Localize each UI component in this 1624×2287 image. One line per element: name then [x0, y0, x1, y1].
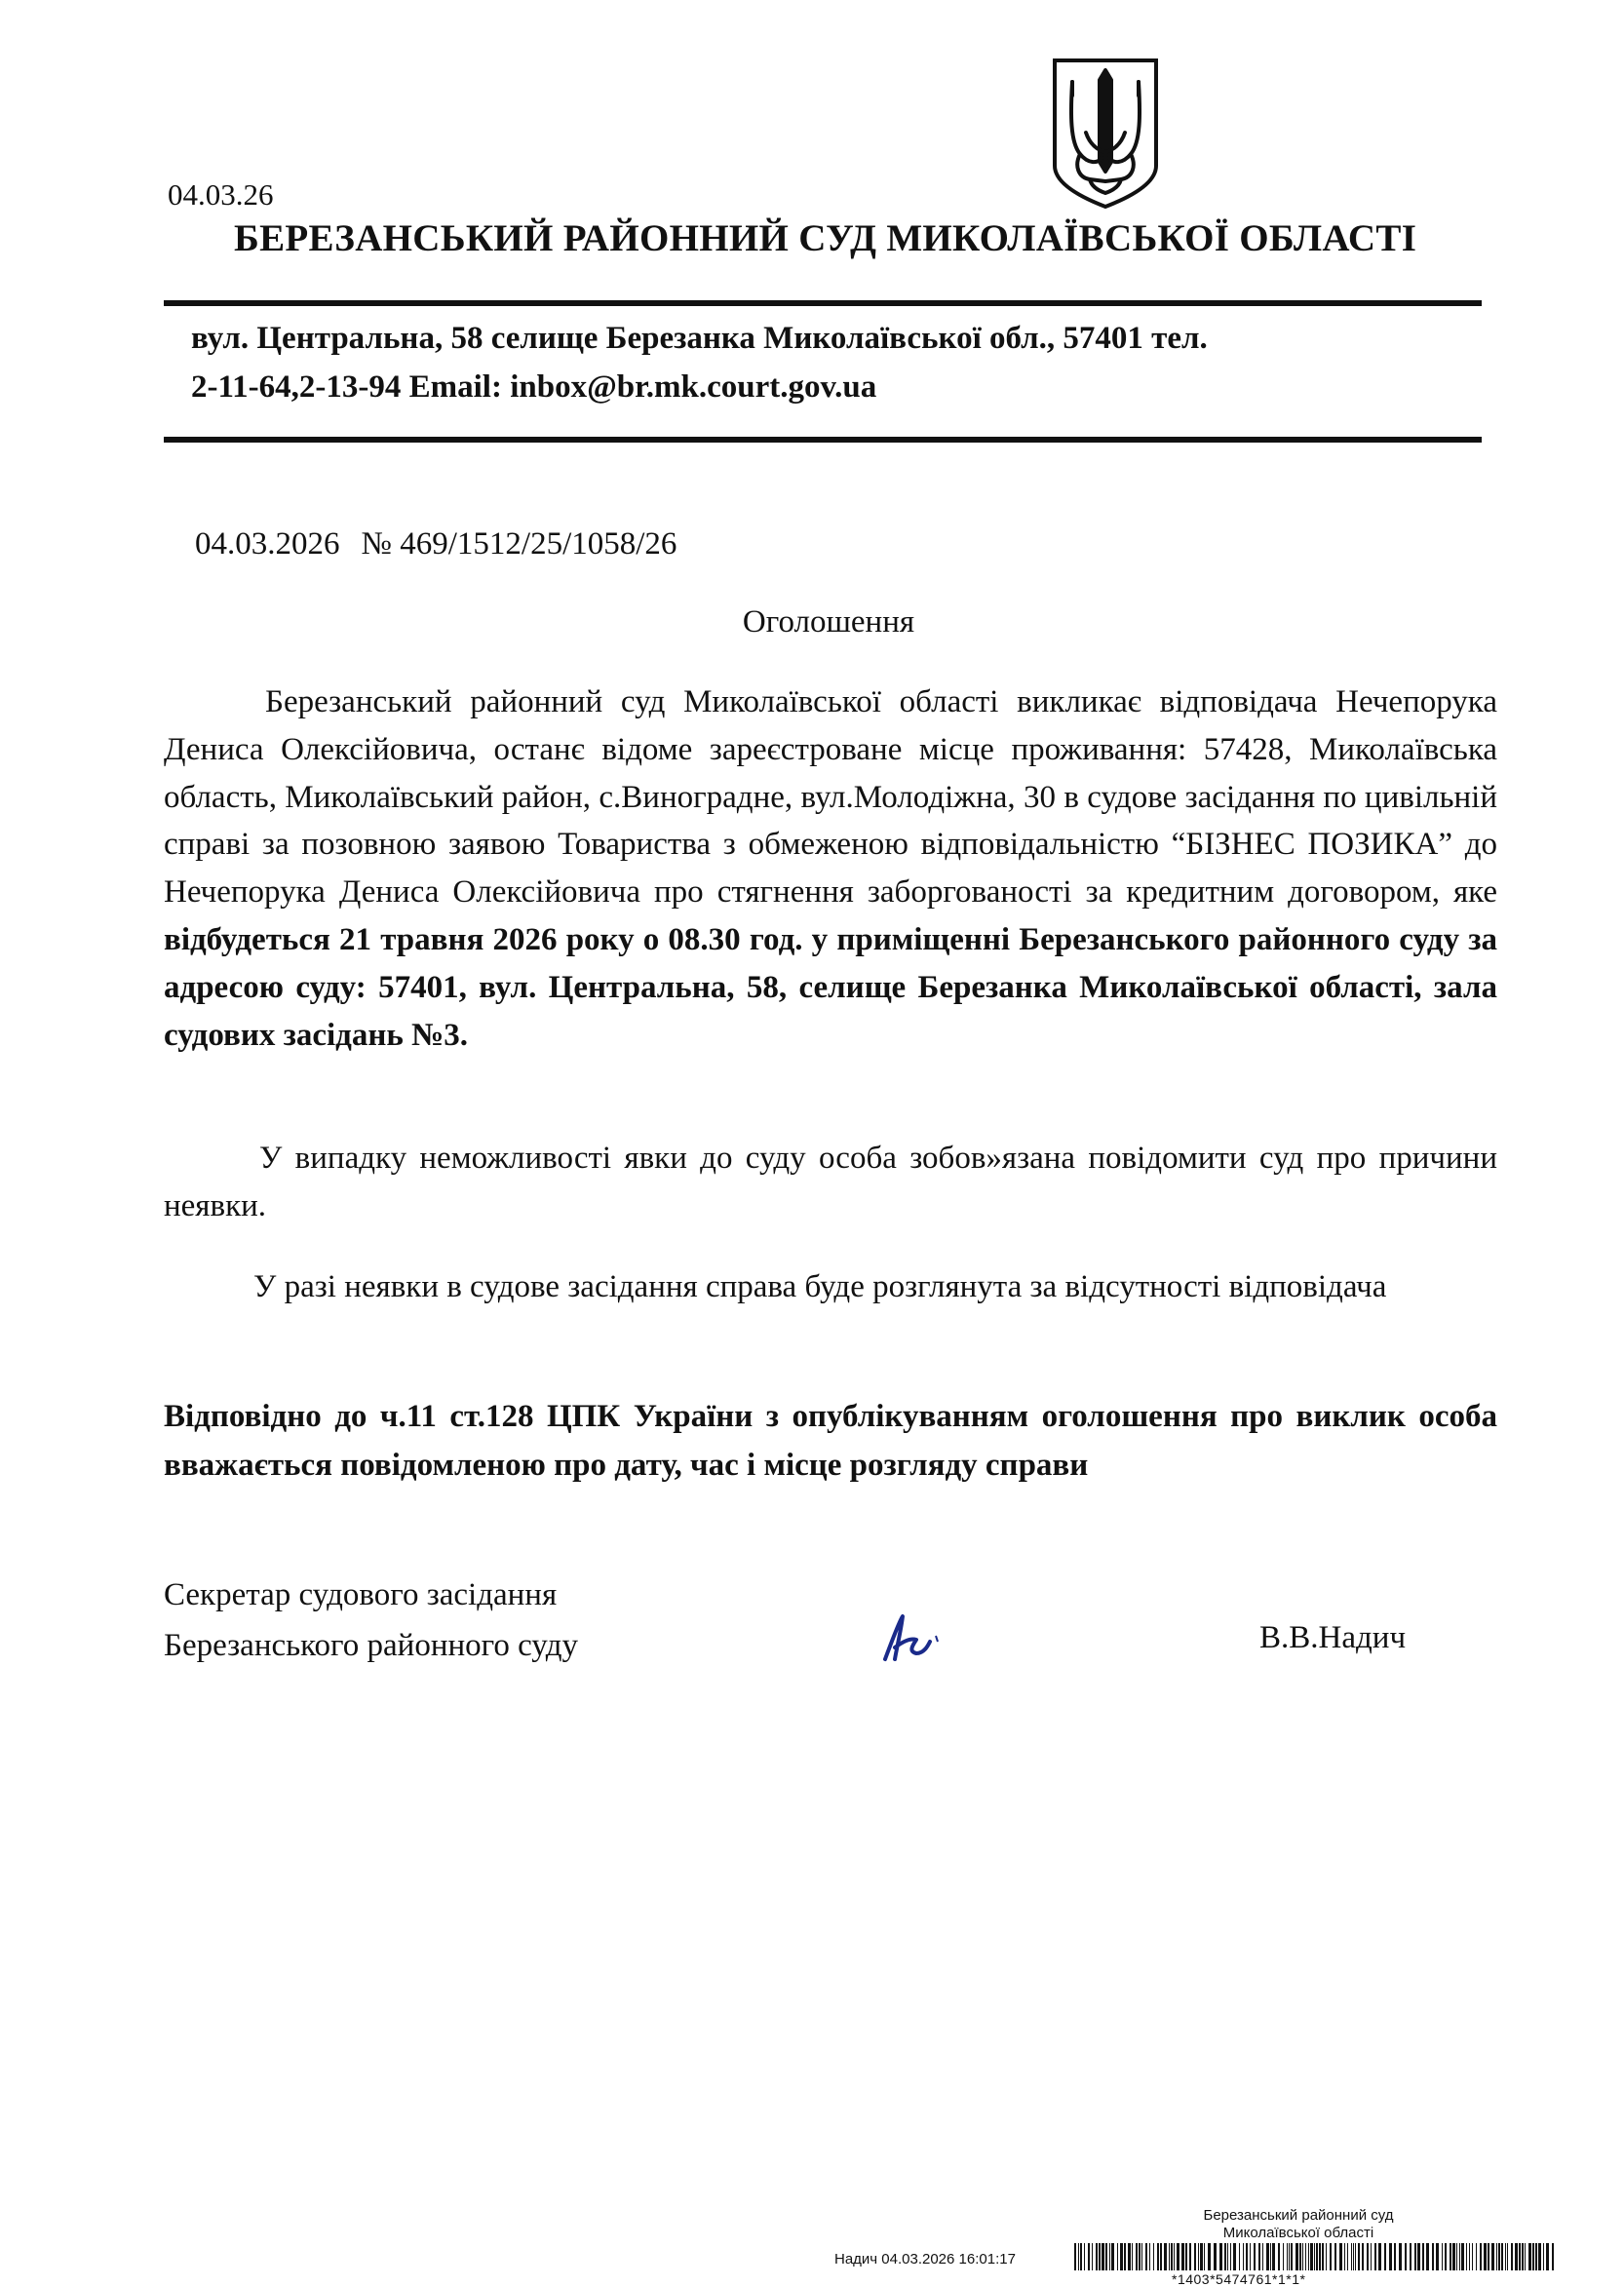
barcode-bar — [1194, 2243, 1196, 2270]
barcode-bar — [1472, 2243, 1473, 2270]
barcode-bar — [1092, 2243, 1093, 2270]
barcode-bar — [1339, 2243, 1342, 2270]
barcode-bar — [1347, 2243, 1348, 2270]
barcode-bar — [1525, 2243, 1526, 2270]
barcode-bar — [1198, 2243, 1199, 2270]
barcode-bar — [1299, 2243, 1301, 2270]
barcode-bar — [1239, 2243, 1240, 2270]
hearing-details: відбудеться 21 травня 2026 року о 08.30 год. у приміщенні Березанського районного суду за адресою суду: 57401, вул. Центральна, 58, селище Березанка Миколаївської області, зала судових засідань №3. — [164, 921, 1497, 1053]
barcode-bar — [1535, 2243, 1537, 2270]
barcode-bar — [1378, 2243, 1381, 2270]
barcode-bar — [1153, 2243, 1154, 2270]
barcode-bar — [1177, 2243, 1179, 2270]
barcode-bar — [1246, 2243, 1248, 2270]
barcode-bar — [1538, 2243, 1541, 2270]
barcode-bar — [1111, 2243, 1114, 2270]
barcode-bar — [1250, 2243, 1251, 2270]
barcode-bar — [1326, 2243, 1327, 2270]
barcode-bar — [1128, 2243, 1131, 2270]
barcode-bar — [1552, 2243, 1554, 2270]
barcode-bar — [1283, 2243, 1284, 2270]
barcode-bar — [1084, 2243, 1085, 2270]
barcode-bar — [1185, 2243, 1187, 2270]
header-date: 04.03.26 — [168, 177, 274, 212]
barcode-bar — [1374, 2243, 1376, 2270]
barcode-bar — [1149, 2243, 1150, 2270]
barcode-bar — [1096, 2243, 1098, 2270]
barcode-bar — [1227, 2243, 1228, 2270]
barcode-bar — [1169, 2243, 1170, 2270]
barcode-bar — [1200, 2243, 1203, 2270]
signatory-position-line-2: Березанського районного суду — [164, 1628, 579, 1663]
barcode-bar — [1442, 2243, 1443, 2270]
barcode-bar — [1189, 2243, 1191, 2270]
barcode-bar — [1410, 2243, 1411, 2270]
signatory-position — [164, 1570, 578, 1671]
barcode-bar — [1450, 2243, 1451, 2270]
barcode-bar — [1136, 2243, 1138, 2270]
coat-of-arms-icon — [1051, 57, 1160, 211]
barcode-bar — [1080, 2243, 1082, 2270]
barcode-bar — [1278, 2243, 1280, 2270]
barcode-bar — [1507, 2243, 1508, 2270]
bottom-divider — [164, 437, 1482, 443]
barcode-bar — [1355, 2243, 1356, 2270]
barcode-bar — [1436, 2243, 1439, 2270]
signatory-position-line-1: Секретар судового засідання — [164, 1577, 558, 1612]
barcode-bar — [1322, 2243, 1324, 2270]
barcode-bar — [1289, 2243, 1290, 2270]
barcode-bar — [1302, 2243, 1303, 2270]
barcode-bar — [1546, 2243, 1549, 2270]
barcode-bar — [1308, 2243, 1309, 2270]
absence-notice-paragraph: У випадку неможливості явки до суду особа зобов»язана повідомити суд про причини неявки. — [164, 1141, 1497, 1223]
signatory-name: В.В.Надич — [1259, 1620, 1407, 1655]
barcode-bar — [1208, 2243, 1211, 2270]
barcode-bar — [1522, 2243, 1524, 2270]
barcode-bar — [1532, 2243, 1534, 2270]
barcode-bar — [1132, 2243, 1133, 2270]
barcode-bar — [1120, 2243, 1123, 2270]
barcode-bar — [1157, 2243, 1159, 2270]
registration-number: № 469/1512/25/1058/26 — [361, 526, 677, 562]
registration-date: 04.03.2026 — [195, 526, 340, 562]
barcode-bar — [1319, 2243, 1321, 2270]
court-title: БЕРЕЗАНСЬКИЙ РАЙОННИЙ СУД МИКОЛАЇВСЬКОЇ ОБЛАСТІ — [234, 217, 1417, 259]
barcode-bar — [1160, 2243, 1162, 2270]
barcode-bar — [1362, 2243, 1364, 2270]
top-divider — [164, 300, 1482, 306]
summons-text: Березанський районний суд Миколаївської області викликає відповідача Нечепорука Дениса Олексійовича, останє відоме зареєстроване місце проживання: 57428, Миколаївська область, Миколаївський район, с.Виноградне, вул.Молодіжна, 30 в судове засідання по цивільній справі за позовною заявою Товариства з обмеженою відповідальністю “БІЗНЕС ПОЗИКА” до Нечепорука Дениса Олексійовича про стягнення заборгованості за кредитним договором, яке — [164, 684, 1497, 911]
barcode-bar — [1266, 2243, 1269, 2270]
address-line-2: 2-11-64,2-13-94 Email: inbox@br.mk.court.gov.ua — [191, 369, 877, 405]
barcode-bar — [1295, 2243, 1298, 2270]
barcode-bar — [1334, 2243, 1336, 2270]
barcode-bar — [1074, 2243, 1076, 2270]
barcode-bar — [1314, 2243, 1315, 2270]
legal-basis-paragraph: Відповідно до ч.11 ст.128 ЦПК України з опублікуванням оголошення про виклик особа вважається повідомленою про дату, час і місце розгляду справи — [164, 1399, 1497, 1483]
barcode-bar — [1367, 2243, 1369, 2270]
barcode-bar — [1426, 2243, 1429, 2270]
barcode-bar — [1405, 2243, 1407, 2270]
barcode-bar — [1243, 2243, 1244, 2270]
barcode-bar — [1459, 2243, 1460, 2270]
barcode-bar — [1461, 2243, 1464, 2270]
barcode-bar — [1358, 2243, 1360, 2270]
barcode-bar — [1214, 2243, 1217, 2270]
barcode-bar — [1078, 2243, 1079, 2270]
non-appearance-paragraph: У разі неявки в судове засідання справа буде розглянута за відсутності відповідача — [253, 1269, 1387, 1304]
barcode-bar — [1224, 2243, 1226, 2270]
barcode-bar — [1088, 2243, 1090, 2270]
barcode-bar — [1445, 2243, 1447, 2270]
barcode-bar — [1528, 2243, 1531, 2270]
stamp-court-line-2: Миколаївської області — [1222, 2225, 1374, 2241]
registration-line — [195, 526, 677, 562]
barcode-bar — [1174, 2243, 1175, 2270]
barcode-bar — [1469, 2243, 1470, 2270]
address-line-1: вул. Центральна, 58 селище Березанка Миколаївської обл., 57401 тел. — [191, 321, 1208, 356]
barcode-bar — [1171, 2243, 1173, 2270]
barcode-bar — [1515, 2243, 1518, 2270]
handwritten-signature — [877, 1609, 946, 1667]
barcode-bar — [1543, 2243, 1544, 2270]
barcode-bar — [1310, 2243, 1313, 2270]
barcode-bar — [1287, 2243, 1288, 2270]
barcode-bar — [1230, 2243, 1231, 2270]
stamp-court-line-1: Березанський районний суд — [1203, 2207, 1394, 2224]
summons-paragraph — [164, 678, 1497, 1059]
barcode-bar — [1254, 2243, 1256, 2270]
barcode-bar — [1105, 2243, 1107, 2270]
barcode-bar — [1384, 2243, 1386, 2270]
barcode-bar — [1394, 2243, 1396, 2270]
barcode-bar — [1371, 2243, 1372, 2270]
barcode-bar — [1181, 2243, 1184, 2270]
barcode-bar — [1466, 2243, 1467, 2270]
barcode-bar — [1496, 2243, 1497, 2270]
barcode-bar — [1480, 2243, 1482, 2270]
barcode-bar — [1505, 2243, 1506, 2270]
barcode-bar — [1262, 2243, 1263, 2270]
barcode-bar — [1484, 2243, 1487, 2270]
barcode-bar — [1117, 2243, 1118, 2270]
stamp-court-name — [1185, 2207, 1411, 2242]
barcode-bar — [1417, 2243, 1420, 2270]
barcode-bar — [1452, 2243, 1455, 2270]
barcode-bar — [1316, 2243, 1318, 2270]
barcode-bar — [1109, 2243, 1110, 2270]
barcode-bar — [1491, 2243, 1494, 2270]
barcode-bar — [1272, 2243, 1275, 2270]
barcode-bar — [1399, 2243, 1402, 2270]
barcode-bar — [1291, 2243, 1293, 2270]
barcode-bar — [1501, 2243, 1503, 2270]
barcode-bar — [1344, 2243, 1345, 2270]
stamp-meta: Надич 04.03.2026 16:01:17 — [834, 2251, 1016, 2268]
barcode-bar — [1204, 2243, 1205, 2270]
barcode-bar — [1488, 2243, 1489, 2270]
barcode-bar — [1270, 2243, 1271, 2270]
barcode-bar — [1233, 2243, 1236, 2270]
barcode-bar — [1164, 2243, 1167, 2270]
barcode-number: *1403*5474761*1*1* — [1172, 2271, 1306, 2287]
barcode-bar — [1141, 2243, 1142, 2270]
barcode-bar — [1498, 2243, 1500, 2270]
barcode-bar — [1432, 2243, 1434, 2270]
barcode-bar — [1351, 2243, 1352, 2270]
barcode-bar — [1422, 2243, 1424, 2270]
barcode-bar — [1456, 2243, 1457, 2270]
barcode-bar — [1305, 2243, 1306, 2270]
barcode-bar — [1145, 2243, 1147, 2270]
document-title: Оголошення — [742, 604, 915, 640]
registration-barcode — [1074, 2243, 1556, 2270]
barcode-bar — [1330, 2243, 1332, 2270]
barcode-bar — [1219, 2243, 1222, 2270]
barcode-bar — [1124, 2243, 1126, 2270]
barcode-bar — [1519, 2243, 1521, 2270]
court-address — [191, 314, 1458, 411]
barcode-bar — [1476, 2243, 1477, 2270]
barcode-bar — [1139, 2243, 1141, 2270]
barcode-bar — [1353, 2243, 1354, 2270]
barcode-bar — [1414, 2243, 1416, 2270]
barcode-bar — [1099, 2243, 1101, 2270]
barcode-bar — [1258, 2243, 1260, 2270]
barcode-bar — [1389, 2243, 1392, 2270]
barcode-bar — [1511, 2243, 1513, 2270]
barcode-bar — [1102, 2243, 1104, 2270]
